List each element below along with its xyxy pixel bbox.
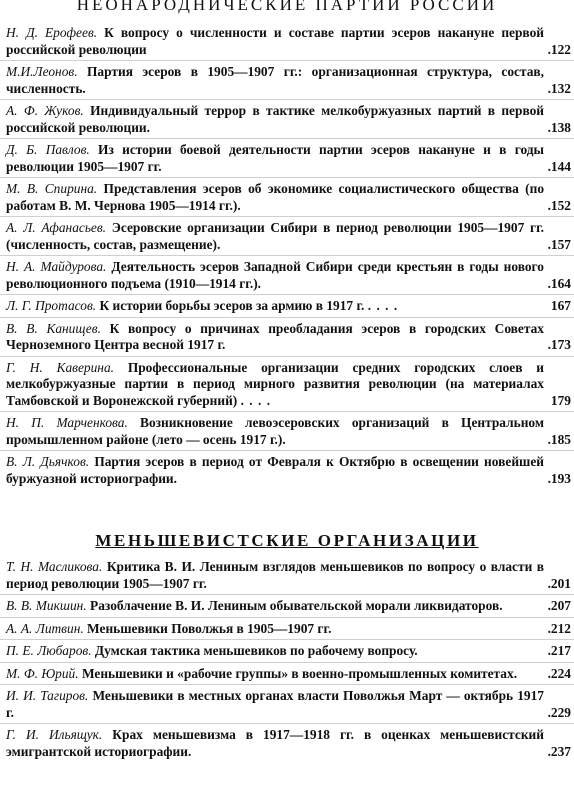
entry-title: Меньшевики Поволжья в 1905—1907 гг. xyxy=(87,620,332,636)
entry-page-number: .157 xyxy=(547,236,571,252)
entry-page-number: .164 xyxy=(547,275,571,291)
entry-page-number: .212 xyxy=(547,620,571,636)
entry-page-number: .152 xyxy=(547,197,571,213)
entry-title: Крах меньшевизма в 1917—1918 гг. в оценках меньшевистский эмигрантской историографии. xyxy=(6,727,544,759)
entry-author: Н. А. Майдурова. xyxy=(6,259,107,274)
entry-page-number: 179 xyxy=(550,392,571,408)
contents-entry xyxy=(0,60,574,99)
entry-page-number: .207 xyxy=(547,598,571,613)
entry-page-number: .217 xyxy=(547,643,571,658)
entry-title: Из истории боевой деятельности партии эсеров накануне и в годы революции 1905—1907 гг. xyxy=(6,142,544,174)
entry-page-number: .193 xyxy=(547,470,571,486)
contents-entry xyxy=(0,662,574,685)
contents-entry xyxy=(0,723,574,762)
entry-leader-dots: . . . . xyxy=(367,298,399,313)
entry-page-number: .237 xyxy=(547,743,571,759)
contents-entry xyxy=(0,556,574,594)
entry-author: Г. И. Ильящук. xyxy=(6,727,103,742)
entry-page-number: .173 xyxy=(547,337,571,352)
entry-title: Разоблачение В. И. Лениным обывательской морали ликвидаторов. xyxy=(90,598,503,613)
entry-page-number: .122 xyxy=(547,41,571,57)
entry-title: Меньшевики в местных органах власти Поволжья Март — октябрь 1917 г. xyxy=(6,688,544,720)
contents-entry xyxy=(0,99,574,138)
contents-entry xyxy=(0,138,574,177)
entry-author: А. Ф. Жуков. xyxy=(6,103,84,118)
entry-author: Т. Н. Масликова. xyxy=(6,559,103,574)
entry-page-number: .132 xyxy=(547,80,571,96)
contents-list-neonarodnik xyxy=(0,22,574,489)
entry-title: Представления эсеров об экономике социалистического общества (по работам В. М. Чернова 1905—1914 гг.). xyxy=(6,181,545,213)
contents-entry xyxy=(0,639,574,662)
section-title-neonarodnik: НЕОНАРОДНИЧЕСКИЕ ПАРТИИ РОССИИ xyxy=(76,0,498,14)
section-title-menshevik: МЕНЬШЕВИСТСКИЕ ОРГАНИЗАЦИИ xyxy=(95,531,479,550)
entry-author: В. В. Канищев. xyxy=(6,320,101,336)
entry-title: Эсеровские организации Сибири в период революции 1905—1907 гг. (численность, состав, размещение). xyxy=(6,220,544,252)
entry-title: Критика В. И. Лениным взглядов меньшевиков по вопросу о власти в период революции 1905—1907 гг. xyxy=(6,559,545,591)
entry-author: М. В. Спирина. xyxy=(6,181,98,196)
contents-entry xyxy=(0,450,574,489)
entry-title: К вопросу о причинах преобладания эсеров в городских Советах Черноземного Центра весной 1917 г. xyxy=(6,320,544,352)
contents-entry xyxy=(0,317,574,356)
contents-entry xyxy=(0,294,574,317)
entry-page-number: .138 xyxy=(547,119,571,135)
entry-author: В. Л. Дьячков. xyxy=(6,454,90,469)
entry-author: М. Ф. Юрий. xyxy=(6,665,79,681)
entry-author: В. В. Микшин. xyxy=(6,598,87,613)
entry-author: А. А. Литвин. xyxy=(6,620,84,636)
entry-author: Н. Д. Ерофеев. xyxy=(6,25,98,40)
entry-author: М.И.Леонов. xyxy=(6,64,78,79)
entry-title: Партия эсеров в период от Февраля к Октябрю в освещении новейшей буржуазной историографии. xyxy=(6,454,544,486)
entry-author: Д. Б. Павлов. xyxy=(6,142,90,157)
entry-title: Деятельность эсеров Западной Сибири среди крестьян в годы нового революционного подъема (1910—1914 гг.). xyxy=(6,259,544,291)
contents-entry xyxy=(0,356,574,412)
entry-title: К истории борьбы эсеров за армию в 1917 г. xyxy=(99,298,365,313)
entry-author: И. И. Тагиров. xyxy=(6,688,89,703)
entry-title: Профессиональные организации средних городских слоев и мелкобуржуазные партии в период мирного развития революции (на материалах Тамбовской и Воронежской губерний) xyxy=(6,359,544,408)
entry-author: А. Л. Афанасьев. xyxy=(6,220,107,235)
contents-entry xyxy=(0,684,574,723)
entry-page-number: .201 xyxy=(547,575,571,591)
entry-leader-dots: . . . . xyxy=(240,392,272,408)
contents-entry xyxy=(0,255,574,294)
entry-page-number: .144 xyxy=(547,158,571,174)
contents-entry xyxy=(0,617,574,640)
entry-page-number: 167 xyxy=(550,298,571,313)
entry-author: Л. Г. Протасов. xyxy=(6,298,97,313)
contents-entry xyxy=(0,594,574,617)
entry-title: К вопросу о численности и составе партии эсеров накануне первой российской революции xyxy=(6,25,544,57)
contents-entry xyxy=(0,411,574,450)
entry-author: П. Е. Любаров. xyxy=(6,643,92,658)
entry-page-number: .229 xyxy=(547,704,571,720)
entry-title: Индивидуальный террор в тактике мелкобуржуазных партий в первой российской революции. xyxy=(6,103,544,135)
entry-title: Возникновение левоэсеровских организаций в Центральном промышленном районе (лето — осень 1917 г.). xyxy=(6,415,544,447)
contents-list-menshevik xyxy=(0,556,574,762)
entry-title: Партия эсеров в 1905—1907 гг.: организационная структура, состав, численность. xyxy=(6,64,545,96)
contents-entry xyxy=(0,216,574,255)
entry-author: Н. П. Марченкова. xyxy=(6,415,128,430)
entry-page-number: .224 xyxy=(547,665,571,681)
contents-entry xyxy=(0,177,574,216)
entry-author: Г. Н. Каверина. xyxy=(6,359,114,375)
contents-entry xyxy=(0,22,574,60)
entry-page-number: .185 xyxy=(547,431,571,447)
entry-title: Думская тактика меньшевиков по рабочему вопросу. xyxy=(94,643,418,658)
entry-title: Меньшевики и «рабочие группы» в военно-промышленных комитетах. xyxy=(81,665,518,681)
